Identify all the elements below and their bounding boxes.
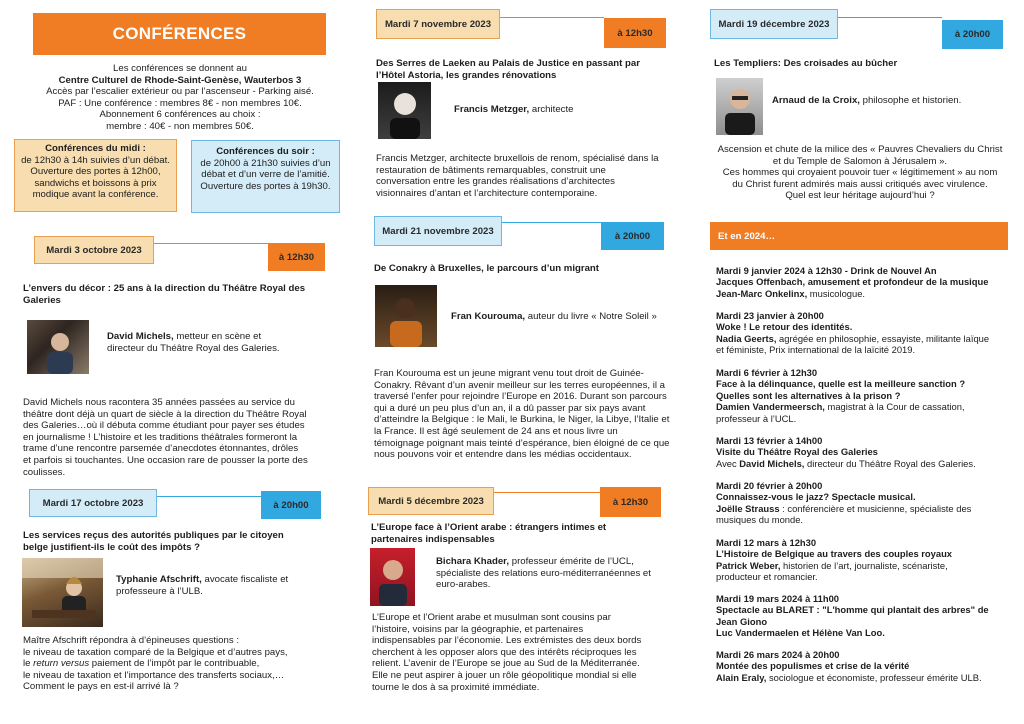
body-line: tourne le dos à sa proximité immédiate. <box>372 681 540 693</box>
list-item <box>716 435 1011 469</box>
speaker-photo <box>22 558 103 627</box>
event-title <box>23 530 333 553</box>
intro-line: Abonnement 6 conférences au choix : <box>99 109 261 121</box>
event-2024-title: Face à la délinquance, quelle est la meilleure sanction ? <box>716 378 966 390</box>
body-line: Quel est leur héritage aujourd’hui ? <box>785 190 935 202</box>
speaker-block <box>772 95 1007 107</box>
event-body <box>710 144 1010 202</box>
midi-line: Ouverture des portes à 12h00, <box>30 166 161 178</box>
event-2024-speaker: David Michels, <box>739 457 805 469</box>
body-text: paiement de l’impôt par le contribuable, <box>89 658 260 670</box>
list-item <box>716 593 1011 639</box>
event-2024-date: Mardi 9 janvier 2024 à 12h30 - Drink de Nouvel An <box>716 265 937 276</box>
header-line <box>494 492 600 493</box>
speaker-block <box>454 104 674 116</box>
speaker-name: Typhanie Afschrift, <box>116 574 202 585</box>
list-item <box>716 480 1011 526</box>
midi-title: Conférences du midi : <box>45 143 146 154</box>
speaker-block <box>451 311 675 323</box>
portrait-icon <box>370 548 415 606</box>
body-line: témoignage poignant mais teinté d’espérance, bien éloigné de ce que <box>374 437 670 449</box>
midi-line: modique avant la conférence. <box>32 189 159 201</box>
list-item <box>716 367 1011 424</box>
portrait-icon <box>27 320 89 374</box>
list-item <box>716 310 1011 356</box>
event-date: Mardi 17 octobre 2023 <box>29 489 157 517</box>
speaker-photo <box>378 82 431 139</box>
event-title <box>23 283 333 306</box>
body-line: relient. L’avenir de l’Europe se joue au Sud de la Méditerranée. <box>372 658 640 670</box>
body-line: des Galeries…où il débuta comme étudiant pour payer ses études <box>23 420 305 432</box>
speaker-photo <box>716 78 763 135</box>
event-date: Mardi 21 novembre 2023 <box>374 216 502 246</box>
body-line <box>23 658 343 670</box>
body-line: Ces hommes qui croyaient pouvoir tuer « légitimement » au nom <box>722 167 998 179</box>
event-date: Mardi 7 novembre 2023 <box>376 9 500 39</box>
body-line: en journalisme ! L’histoire et les traditions théâtrales formeront la <box>23 431 298 443</box>
body-line: du Christ furent admirés mais aussi critiqués avec virulence. <box>732 178 988 190</box>
header-line <box>154 243 268 244</box>
event-2024-title: Spectacle au BLARET : "L'homme qui plantait des arbres" de <box>716 604 989 616</box>
body-line: traversé l’enfer pour rejoindre l’Europe en 2016. Durant son parcours <box>374 391 667 403</box>
event-2024-title: Connaissez-vous le jazz? Spectacle musical. <box>716 491 916 503</box>
event-2024-desc: producteur et romancier. <box>716 571 818 583</box>
speaker-name: Arnaud de la Croix, <box>772 95 860 106</box>
event-title-line: belge justifient-ils le coût des impôts ? <box>23 541 200 553</box>
speaker-name: Bichara Khader, <box>436 556 510 567</box>
event-2024-date: Mardi 13 février à 14h00 <box>716 435 823 446</box>
portrait-icon <box>378 82 431 139</box>
body-line: visionnaires d’antan et l’architecture contemporaine. <box>376 187 598 199</box>
list-item <box>716 537 1011 583</box>
body-line: Francis Metzger, architecte bruxellois de renom, spécialisé dans la <box>376 153 659 164</box>
header-line <box>157 496 261 497</box>
event-title-line: Galeries <box>23 294 61 306</box>
event-2024-desc: professeur à l’UCL. <box>716 412 797 424</box>
speaker-desc: architecte <box>529 104 574 115</box>
event-time: à 20h00 <box>601 222 664 250</box>
speaker-desc: metteur en scène et <box>173 331 262 342</box>
event-title-line: Les services reçus des autorités publiques par le citoyen <box>23 530 284 541</box>
body-line: cherchent à les opposer alors que des intérêts réciproques les <box>372 646 637 658</box>
body-line: le niveau de taxation comparé de la Belgique et d’autres pays, <box>23 646 288 658</box>
speaker-photo <box>375 285 437 347</box>
event-title: De Conakry à Bruxelles, le parcours d’un migrant <box>374 263 599 274</box>
event-title-line: l’Hôtel Astoria, les grandes rénovations <box>376 69 557 81</box>
event-2024-date: Mardi 6 février à 12h30 <box>716 367 818 378</box>
body-line: Elle ne peut aspirer à jouer un rôle géopolitique mondial si elle <box>372 669 637 681</box>
speaker-name: Fran Kourouma, <box>451 311 526 322</box>
event-body <box>23 397 343 478</box>
speaker-block <box>107 331 337 354</box>
soir-info-box <box>191 140 340 213</box>
list-item <box>716 265 1011 299</box>
event-2024-title: Montée des populismes et crise de la vérité <box>716 660 910 672</box>
event-2024-title: Jacques Offenbach, amusement et profondeur de la musique <box>716 276 989 288</box>
event-title-line: L’Europe face à l’Orient arabe : étrangers intimes et <box>371 522 607 533</box>
speaker-photo <box>370 548 415 606</box>
soir-line: Ouverture des portes à 19h30. <box>200 180 331 192</box>
event-title <box>376 58 676 81</box>
event-2024-speaker: Alain Eraly, <box>716 671 767 683</box>
speaker-photo <box>27 320 89 374</box>
page-title: CONFÉRENCES <box>33 13 326 55</box>
event-body <box>376 153 676 199</box>
event-2024-desc: agrégée en philosophie, essayiste, militante laïque <box>776 332 990 344</box>
event-2024-speaker: Joëlle Strauss <box>716 502 780 514</box>
speaker-desc: auteur du livre « Notre Soleil » <box>525 311 657 322</box>
intro-line: membre : 40€ - non membres 50€. <box>106 120 254 132</box>
event-2024-date: Mardi 20 février à 20h00 <box>716 480 823 491</box>
event-2024-desc: : conférencière et musicienne, spécialiste des <box>779 502 972 514</box>
speaker-desc: philosophe et historien. <box>859 95 962 106</box>
event-2024-date: Mardi 12 mars à 12h30 <box>716 537 817 548</box>
body-line: le niveau de taxation et l’importance des transferts sociaux,… <box>23 669 285 681</box>
body-line: la France. Il est âgé seulement de 24 ans et nous livre un <box>374 425 618 437</box>
body-line: Conakry. Rêvant d’un avenir meilleur sur les terres européennes, il a <box>374 379 665 391</box>
body-text: le <box>23 658 34 670</box>
body-line: théâtre dont déjà un quart de siècle à la direction du Théâtre Royal <box>23 408 307 420</box>
speaker-desc: directeur du Théâtre Royal des Galeries. <box>107 342 280 354</box>
event-2024-speaker: Patrick Weber, <box>716 559 781 571</box>
event-2024-desc: historien de l’art, journaliste, scénariste, <box>780 559 948 571</box>
list-item <box>716 649 1011 683</box>
event-2024-title: Woke ! Le retour des identités. <box>716 321 853 333</box>
speaker-name: David Michels, <box>107 331 174 342</box>
event-2024-desc: musicologue. <box>807 287 866 299</box>
event-2024-desc: musiques du monde. <box>716 514 804 526</box>
event-time: à 12h30 <box>604 18 666 48</box>
body-line: et parfois si touchantes. Une occasion rare de pousser la porte des <box>23 454 308 466</box>
venue: Centre Culturel de Rhode-Saint-Genèse, Wauterbos 3 <box>58 74 302 86</box>
event-2024-speaker: Jean-Marc Onkelinx, <box>716 287 808 299</box>
body-line: Fran Kourouma est un jeune migrant venu tout droit de Guinée- <box>374 368 644 379</box>
event-2024-speaker: Luc Vandermaelen et Hélène Van Loo. <box>716 627 885 639</box>
soir-title: Conférences du soir : <box>216 146 315 157</box>
event-date: Mardi 19 décembre 2023 <box>710 9 838 39</box>
body-line: l’histoire, voisins par la géographie, et partenaires <box>372 623 584 635</box>
portrait-icon <box>375 285 437 347</box>
portrait-icon <box>22 558 103 627</box>
event-date: Mardi 5 décembre 2023 <box>368 487 494 515</box>
speaker-desc: professeure à l’ULB. <box>116 585 203 597</box>
intro-block <box>30 63 330 133</box>
speaker-desc: euro-arabes. <box>436 579 491 591</box>
event-2024-desc: magistrat à la Cour de cassation, <box>824 401 965 413</box>
body-text-italic: return versus <box>33 658 90 670</box>
event-2024-date: Mardi 23 janvier à 20h00 <box>716 310 824 321</box>
section-2024-header: Et en 2024… <box>710 222 1008 250</box>
portrait-icon <box>716 78 763 135</box>
speaker-block <box>116 574 341 597</box>
event-2024-date: Mardi 26 mars 2024 à 20h00 <box>716 649 840 660</box>
body-line: et du Temple de Salomon à Jérusalem ». <box>772 155 948 167</box>
body-line: Comment le pays en est-il arrivé là ? <box>23 681 179 693</box>
event-body <box>23 635 343 693</box>
soir-line: de 20h00 à 21h30 suivies d’un <box>200 157 331 169</box>
body-line: coulisses. <box>23 466 66 478</box>
event-title-line: Des Serres de Laeken au Palais de Justice en passant par <box>376 58 640 69</box>
event-body <box>374 368 679 461</box>
event-2024-speaker: Nadia Geerts, <box>716 332 777 344</box>
body-line: David Michels nous racontera 35 années passées au service du <box>23 397 295 408</box>
event-title: Les Templiers: Des croisades au bûcher <box>714 58 898 69</box>
event-2024-title: Quelles sont les alternatives à la prison ? <box>716 389 901 401</box>
event-2024-date: Mardi 19 mars 2024 à 11h00 <box>716 593 840 604</box>
body-line: Ascension et chute de la milice des « Pauvres Chevaliers du Christ <box>717 144 1003 155</box>
event-2024-title: Jean Giono <box>716 615 768 627</box>
event-2024-desc: et féministe, Prix international de la laïcité 2019. <box>716 344 916 356</box>
body-line: Maître Afschrift répondra à d’épineuses questions : <box>23 635 239 646</box>
header-line <box>500 17 604 18</box>
body-line: nous pouvons voir et entendre dans les médias occidentaux. <box>374 449 632 461</box>
midi-info-box <box>14 139 177 212</box>
event-time: à 20h00 <box>942 20 1003 49</box>
event-title <box>371 522 671 545</box>
midi-line: de 12h30 à 14h suivies d’un débat. <box>21 154 170 166</box>
header-line <box>838 17 942 18</box>
event-title-line: L’envers du décor : 25 ans à la direction du Théâtre Royal des <box>23 283 306 294</box>
intro-line: Les conférences se donnent au <box>113 63 247 74</box>
event-2024-desc: Avec <box>716 457 740 469</box>
header-line <box>502 222 601 223</box>
event-time: à 12h30 <box>268 243 325 271</box>
event-time: à 20h00 <box>261 491 321 519</box>
body-line: trame d’une rencontre parsemée d’anecdotes étonnantes, drôles <box>23 443 299 455</box>
event-2024-speaker: Damien Vandermeersch, <box>716 401 825 413</box>
event-2024-title: Visite du Théâtre Royal des Galeries <box>716 446 878 458</box>
body-line: qui a duré un peu plus d’un an, il a dû passer par six pays avant <box>374 402 646 414</box>
intro-line: Accès par l’escalier extérieur ou par l’ascenseur - Parking aisé. <box>46 86 314 98</box>
soir-line: débat et d’un verre de l’amitié. <box>201 169 330 181</box>
event-body <box>372 612 677 693</box>
speaker-desc: professeur émérite de l’UCL, <box>509 556 634 567</box>
body-line: conversation entre les grandes réalisations d’architectes <box>376 176 615 188</box>
event-date: Mardi 3 octobre 2023 <box>34 236 154 264</box>
event-title-line: partenaires indispensables <box>371 533 495 545</box>
body-line: indispensables par l’économie. Les extrémistes des deux bords <box>372 635 642 647</box>
body-line: d’atteindre la Belgique : le Mali, le Burkina, le Niger, la Libye, l’Italie et <box>374 414 670 426</box>
speaker-desc: avocate fiscaliste et <box>201 574 289 585</box>
speaker-block <box>436 556 676 591</box>
event-2024-desc: directeur du Théâtre Royal des Galeries. <box>804 457 976 469</box>
speaker-desc: spécialiste des relations euro-méditerranéennes et <box>436 567 651 579</box>
event-2024-desc: sociologue et économiste, professeur émérite ULB. <box>766 671 982 683</box>
midi-line: sandwichs et boissons à prix <box>34 177 157 189</box>
body-line: restauration de bâtiments remarquables, construit une <box>376 164 606 176</box>
event-2024-title: L’Histoire de Belgique au travers des couples royaux <box>716 548 953 560</box>
body-line: L’Europe et l’Orient arabe et musulman sont cousins par <box>372 612 611 623</box>
speaker-name: Francis Metzger, <box>454 104 530 115</box>
event-time: à 12h30 <box>600 487 661 517</box>
intro-line: PAF : Une conférence : membres 8€ - non membres 10€. <box>58 97 302 109</box>
